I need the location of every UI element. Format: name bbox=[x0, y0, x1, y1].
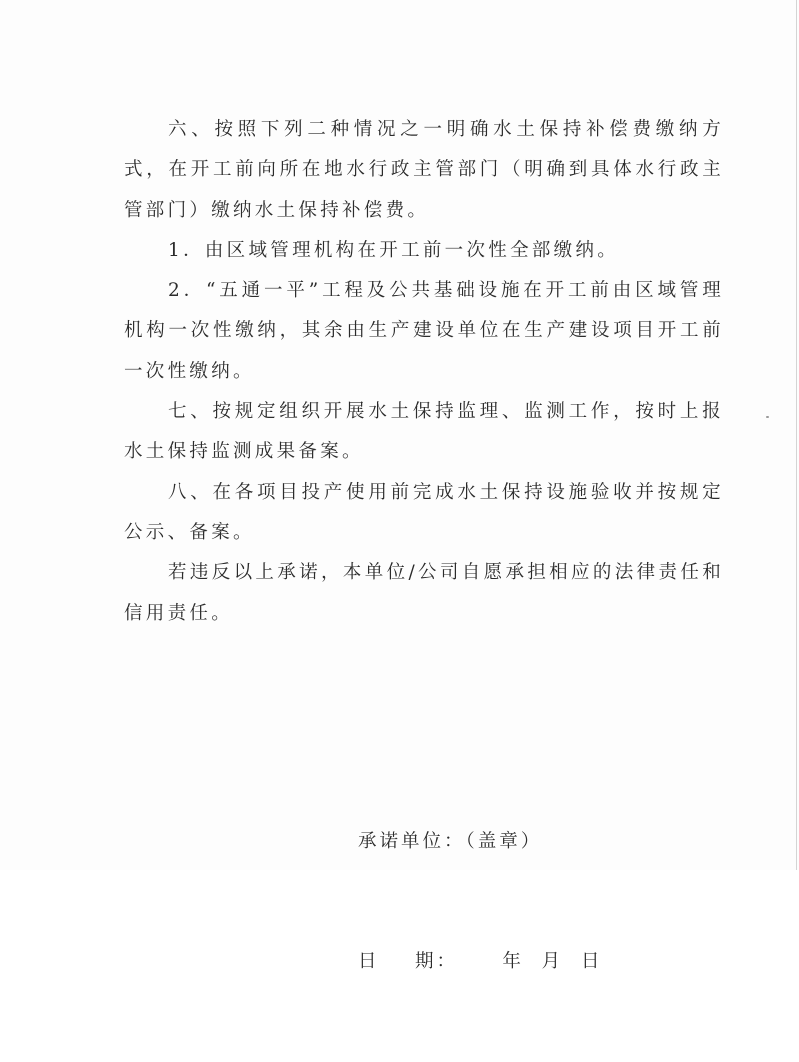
commitment-body bbox=[124, 110, 724, 634]
paragraph-seven: 七、按规定组织开展水土保持监理、监测工作，按时上报水土保持监测成果备案。 bbox=[124, 401, 724, 463]
paragraph-item-2: 2．“五通一平”工程及公共基础设施在开工前由区域管理机构一次性缴纳，其余由生产建设单位在生产建设项目开工前一次性缴纳。 bbox=[124, 280, 724, 382]
paragraph-eight: 八、在各项目投产使用前完成水土保持设施验收并按规定公示、备案。 bbox=[124, 481, 724, 543]
page-edge-line bbox=[796, 0, 797, 870]
paragraph-item-1: 1．由区域管理机构在开工前一次性全部缴纳。 bbox=[168, 239, 620, 261]
scan-speck bbox=[766, 416, 769, 418]
paragraph-six: 六、按照下列二种情况之一明确水土保持补偿费缴纳方式，在开工前向所在地水行政主管部门（明确到具体水行政主管部门）缴纳水土保持补偿费。 bbox=[124, 119, 724, 221]
committing-unit-line: 承诺单位：（盖章） bbox=[358, 831, 543, 852]
paragraph-liability: 若违反以上承诺，本单位/公司自愿承担相应的法律责任和信用责任。 bbox=[124, 562, 724, 624]
date-line: 日 期： 年 月 日 bbox=[358, 951, 603, 972]
signature-block bbox=[358, 742, 602, 1062]
